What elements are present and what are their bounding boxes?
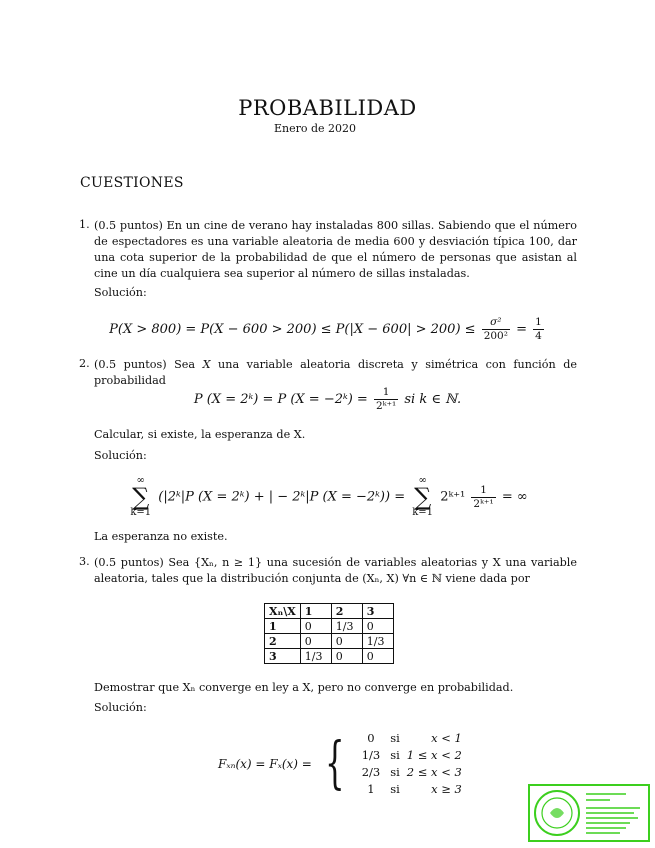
- q2-text-b: una variable aleatoria discreta y simétrica con función de probabilidad: [94, 358, 577, 387]
- cdf-case-row: [358, 781, 463, 798]
- q3-distribution-table: [264, 603, 394, 664]
- cdf-si: si: [390, 765, 400, 779]
- table-header-row: [265, 604, 394, 619]
- table-header-cell: 2: [331, 604, 362, 619]
- q2-sum-left: [130, 476, 151, 518]
- q3-cdf-cases: [358, 730, 463, 798]
- cdf-value: 1/3: [361, 748, 381, 762]
- q2-conclusion: La esperanza no existe.: [94, 530, 228, 543]
- cdf-value: 2/3: [361, 765, 381, 779]
- q2-pmf-equation: [0, 386, 655, 413]
- cdf-case-row: [358, 730, 463, 747]
- q2-number: 2.: [79, 357, 90, 370]
- q1-frac-sigma-den: 200²: [483, 330, 508, 342]
- q1-frac-sigma-num: σ²: [482, 316, 510, 330]
- q2-sum-right-bottom: k=1: [412, 507, 434, 518]
- table-row: [265, 634, 394, 649]
- q2-frac-num: 1: [374, 386, 398, 400]
- sum-icon: ∑: [132, 483, 150, 511]
- table-row: [265, 649, 394, 664]
- table-cell: 0: [300, 634, 331, 649]
- q2-sum-frac-den: 2ᵏ⁺¹: [473, 497, 494, 510]
- q2-sum-frac-num: 1: [471, 484, 495, 498]
- q2-sum-right: [412, 476, 433, 518]
- q1-eq-equals: =: [516, 322, 527, 337]
- table-cell: 0: [331, 649, 362, 664]
- q1-frac-result-den: 4: [535, 330, 542, 342]
- q2-text: [94, 357, 577, 389]
- q2-var-x: X: [202, 358, 211, 371]
- q2-sum-frac: [471, 484, 495, 511]
- table-header-cell: Xₙ\X: [265, 604, 301, 619]
- q2-frac: [374, 386, 398, 413]
- table-cell: 1: [265, 619, 301, 634]
- table-header-cell: 3: [362, 604, 393, 619]
- q2-sum-equation: [0, 476, 655, 518]
- q2-sum-left-top: ∞: [136, 475, 145, 486]
- section-title: CUESTIONES: [80, 175, 184, 191]
- table-cell: 0: [362, 619, 393, 634]
- q1-equation: [0, 316, 655, 343]
- table-row: [265, 619, 394, 634]
- document-title: PROBABILIDAD: [238, 96, 417, 120]
- table-cell: 2: [265, 634, 301, 649]
- cdf-value: 0: [367, 731, 375, 745]
- institutional-stamp: [528, 784, 650, 842]
- q1-frac-result-num: 1: [535, 316, 542, 328]
- cdf-case-row: [358, 747, 463, 764]
- table-cell: 0: [331, 634, 362, 649]
- q2-question: Calcular, si existe, la esperanza de X.: [94, 428, 306, 441]
- q2-text-a: (0.5 puntos) Sea: [94, 358, 203, 371]
- q2-sum-end: = ∞: [501, 489, 528, 505]
- cdf-value: 1: [367, 782, 375, 796]
- q2-sum-body: (|2ᵏ|P (X = 2ᵏ) + | − 2ᵏ|P (X = −2ᵏ)) =: [158, 489, 406, 505]
- cdf-condition: 1 ≤ x < 2: [406, 748, 462, 762]
- stamp-seal-icon: [530, 786, 648, 840]
- q2-sum-right-top: ∞: [418, 475, 427, 486]
- q3-solution-label: Solución:: [94, 701, 147, 714]
- q2-frac-den: 2ᵏ⁺¹: [375, 400, 397, 412]
- cdf-si: si: [390, 731, 400, 745]
- cdf-case-row: [358, 764, 463, 781]
- q3-text: (0.5 puntos) Sea {Xₙ, n ≥ 1} una sucesión de variables aleatorias y X una variable aleatoria, tales que la distribución conjunta de (Xₙ, X) ∀n ∈ ℕ viene dada por: [94, 556, 577, 585]
- q3-statement: Demostrar que Xₙ converge en ley a X, pero no converge en probabilidad.: [94, 681, 514, 694]
- table-header-cell: 1: [300, 604, 331, 619]
- cdf-condition: x < 1: [431, 731, 462, 745]
- q2-sum-left-bottom: k=1: [130, 507, 152, 518]
- cdf-si: si: [390, 748, 400, 762]
- q2-eq-rhs: si k ∈ ℕ.: [404, 392, 462, 407]
- q3-cdf-equation: [218, 730, 463, 800]
- table-cell: 3: [265, 649, 301, 664]
- cdf-condition: 2 ≤ x < 3: [406, 765, 462, 779]
- table-cell: 1/3: [331, 619, 362, 634]
- q1-eq-lhs: P(X > 800) = P(X − 600 > 200) ≤ P(|X − 600| > 200) ≤: [109, 322, 476, 337]
- left-brace-icon: {: [324, 731, 345, 796]
- cdf-si: si: [390, 782, 400, 796]
- document-date: Enero de 2020: [273, 122, 357, 135]
- table-cell: 1/3: [300, 649, 331, 664]
- q1-number: 1.: [79, 218, 90, 231]
- sum-icon: ∑: [414, 483, 432, 511]
- table-cell: 0: [362, 649, 393, 664]
- q2-sum-body2: 2ᵏ⁺¹: [440, 489, 466, 505]
- q1-frac-sigma: [482, 316, 510, 343]
- q1-solution-label: Solución:: [94, 286, 147, 299]
- q3-cdf-lhs: Fₓₙ(x) = Fₓ(x) =: [218, 757, 312, 771]
- q3-number: 3.: [79, 555, 90, 568]
- table-cell: 1/3: [362, 634, 393, 649]
- cdf-condition: x ≥ 3: [431, 782, 462, 796]
- table-cell: 0: [300, 619, 331, 634]
- q2-solution-label: Solución:: [94, 449, 147, 462]
- q1-text: (0.5 puntos) En un cine de verano hay instaladas 800 sillas. Sabiendo que el número de espectadores es una variable aleatoria de media 600 y desviación típica 100, dar una cota superior de la probabilidad de que el número de personas que asistan al cine un día cualquiera sea superior al número de sillas instaladas.: [94, 219, 577, 280]
- q2-eq-lhs: P (X = 2ᵏ) = P (X = −2ᵏ) =: [193, 392, 368, 407]
- q1-frac-result: [533, 316, 544, 343]
